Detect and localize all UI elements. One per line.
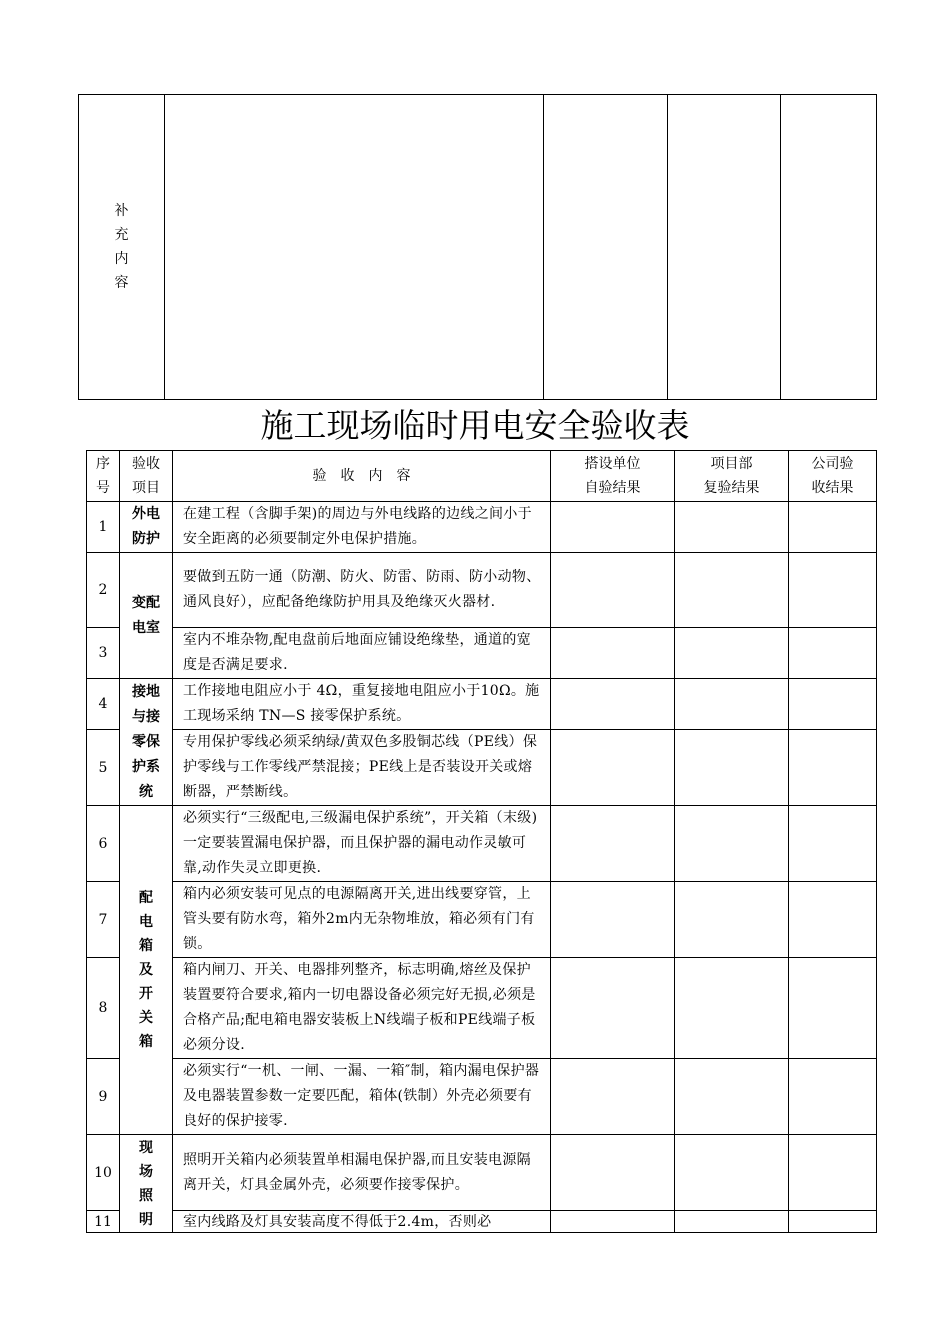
row-number: 2 <box>87 553 120 628</box>
row-content: 工作接地电阻应小于 4Ω，重复接地电阻应小于10Ω。施工现场采纳 TN—S 接零保护系统。 <box>173 679 551 730</box>
self-check-cell[interactable] <box>551 679 675 730</box>
row-number: 10 <box>87 1135 120 1211</box>
row-number: 1 <box>87 502 120 553</box>
company-check-cell[interactable] <box>789 730 877 806</box>
category-site-lighting: 现 场 照 明 <box>120 1135 173 1233</box>
row-content: 室内不堆杂物,配电盘前后地面应铺设绝缘垫，通道的宽度是否满足要求. <box>173 628 551 679</box>
table-row <box>87 628 877 679</box>
project-check-cell[interactable] <box>675 1059 789 1135</box>
row-content: 箱内闸刀、开关、电器排列整齐，标志明确,熔丝及保护装置要符合要求,箱内一切电器设备必须完好无损,必须是合格产品;配电箱电器安装板上N线端子板和PE线端子板必须分设. <box>173 958 551 1059</box>
header-self-check: 搭设单位 自验结果 <box>551 451 675 502</box>
acceptance-table <box>86 450 877 1233</box>
row-number: 5 <box>87 730 120 806</box>
table-row <box>87 882 877 958</box>
row-number: 4 <box>87 679 120 730</box>
supplement-content-cell <box>165 95 544 400</box>
self-check-cell[interactable] <box>551 502 675 553</box>
table-row <box>87 1211 877 1233</box>
project-check-cell[interactable] <box>675 882 789 958</box>
table-header-row <box>87 451 877 502</box>
company-check-cell[interactable] <box>789 882 877 958</box>
supplement-label-char: 充 <box>114 227 129 243</box>
header-seq: 序 号 <box>87 451 120 502</box>
table-row <box>87 679 877 730</box>
company-check-cell[interactable] <box>789 502 877 553</box>
company-check-cell[interactable] <box>789 628 877 679</box>
row-content: 室内线路及灯具安装高度不得低于2.4m，否则必 <box>173 1211 551 1233</box>
row-content: 专用保护零线必须采纳绿/黄双色多股铜芯线（PE线）保护零线与工作零线严禁混接；PE线上是否装设开关或熔断器，严禁断线。 <box>173 730 551 806</box>
row-number: 6 <box>87 806 120 882</box>
row-number: 8 <box>87 958 120 1059</box>
self-check-cell[interactable] <box>551 1135 675 1211</box>
row-number: 9 <box>87 1059 120 1135</box>
category-substation: 变配 电室 <box>120 553 173 679</box>
header-project-check: 项目部 复验结果 <box>675 451 789 502</box>
row-content: 在建工程（含脚手架)的周边与外电线路的边线之间小于安全距离的必须要制定外电保护措施。 <box>173 502 551 553</box>
table-row <box>87 958 877 1059</box>
table-row <box>87 1059 877 1135</box>
header-item: 验收 项目 <box>120 451 173 502</box>
row-content: 要做到五防一通（防潮、防火、防雷、防雨、防小动物、通风良好），应配备绝缘防护用具及绝缘灭火器材. <box>173 553 551 628</box>
project-check-cell[interactable] <box>675 553 789 628</box>
supplement-project-check-cell <box>668 95 781 400</box>
supplement-label <box>79 95 165 400</box>
self-check-cell[interactable] <box>551 1211 675 1233</box>
project-check-cell[interactable] <box>675 1211 789 1233</box>
supplement-table <box>78 94 877 400</box>
row-content: 照明开关箱内必须装置单相漏电保护器,而且安装电源隔离开关，灯具金属外壳，必须要作接零保护。 <box>173 1135 551 1211</box>
row-content: 箱内必须安装可见点的电源隔离开关,进出线要穿管，上管头要有防水弯，箱外2m内无杂物堆放，箱必须有门有锁。 <box>173 882 551 958</box>
self-check-cell[interactable] <box>551 730 675 806</box>
category-distribution-box: 配 电 箱 及 开 关 箱 <box>120 806 173 1135</box>
table-row <box>87 806 877 882</box>
company-check-cell[interactable] <box>789 679 877 730</box>
project-check-cell[interactable] <box>675 958 789 1059</box>
row-number: 7 <box>87 882 120 958</box>
company-check-cell[interactable] <box>789 1211 877 1233</box>
category-external-protection: 外电 防护 <box>120 502 173 553</box>
self-check-cell[interactable] <box>551 553 675 628</box>
page-title: 施工现场临时用电安全验收表 <box>260 406 690 445</box>
header-content: 验 收 内 容 <box>173 451 551 502</box>
company-check-cell[interactable] <box>789 1135 877 1211</box>
company-check-cell[interactable] <box>789 553 877 628</box>
table-row <box>87 1135 877 1211</box>
project-check-cell[interactable] <box>675 502 789 553</box>
supplement-self-check-cell <box>544 95 668 400</box>
company-check-cell[interactable] <box>789 958 877 1059</box>
self-check-cell[interactable] <box>551 1059 675 1135</box>
table-row <box>87 502 877 553</box>
supplement-company-check-cell <box>781 95 877 400</box>
self-check-cell[interactable] <box>551 628 675 679</box>
self-check-cell[interactable] <box>551 882 675 958</box>
row-content: 必须实行“一机、一闸、一漏、一箱″制，箱内漏电保护器及电器装置参数一定要匹配，箱体(铁制）外壳必须要有良好的保护接零. <box>173 1059 551 1135</box>
table-row <box>87 730 877 806</box>
company-check-cell[interactable] <box>789 1059 877 1135</box>
self-check-cell[interactable] <box>551 806 675 882</box>
row-content: 必须实行“三级配电,三级漏电保护系统”，开关箱（末级)一定要装置漏电保护器，而且保护器的漏电动作灵敏可靠,动作失灵立即更换. <box>173 806 551 882</box>
header-company-check: 公司验 收结果 <box>789 451 877 502</box>
row-number: 11 <box>87 1211 120 1233</box>
company-check-cell[interactable] <box>789 806 877 882</box>
project-check-cell[interactable] <box>675 1135 789 1211</box>
self-check-cell[interactable] <box>551 958 675 1059</box>
project-check-cell[interactable] <box>675 806 789 882</box>
project-check-cell[interactable] <box>675 628 789 679</box>
supplement-label-char: 容 <box>114 275 129 291</box>
supplement-label-char: 内 <box>114 251 129 267</box>
project-check-cell[interactable] <box>675 730 789 806</box>
table-row <box>87 553 877 628</box>
row-number: 3 <box>87 628 120 679</box>
project-check-cell[interactable] <box>675 679 789 730</box>
supplement-label-char: 补 <box>114 203 129 219</box>
category-grounding: 接地 与接 零保 护系 统 <box>120 679 173 806</box>
